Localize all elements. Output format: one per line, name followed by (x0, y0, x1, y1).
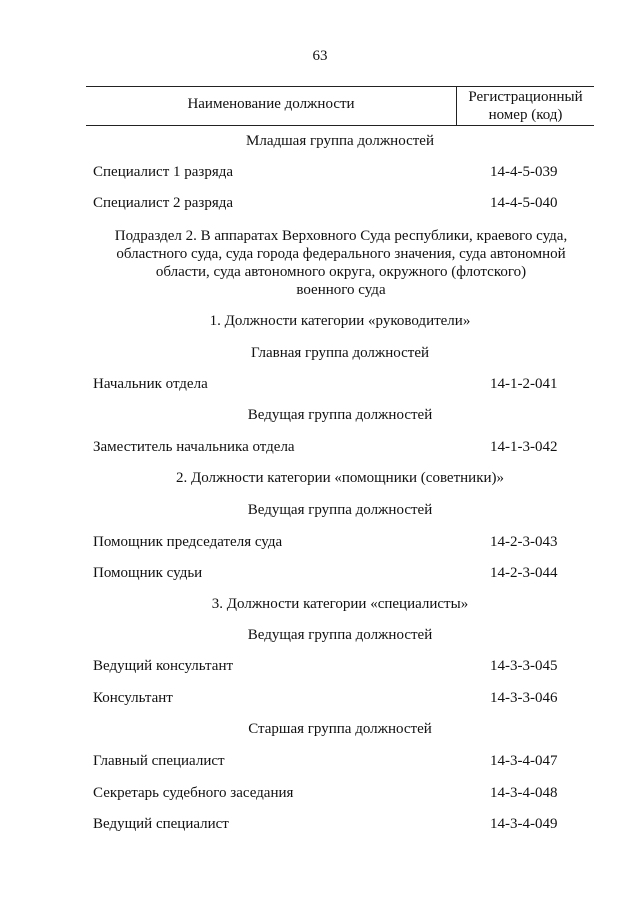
page-number: 63 (312, 48, 328, 64)
subsection-line-1: Подраздел 2. В аппаратах Верховного Суда республики, краевого суда, (114, 228, 568, 244)
header-code-line-2: номер (код) (488, 107, 563, 123)
position-name: Помощник судьи (93, 565, 203, 581)
category-heading-assistants: 2. Должности категории «помощники (советники)» (175, 470, 505, 486)
subsection-line-3: области, суда автономного округа, окружного (флотского) (155, 264, 527, 280)
group-heading-senior: Старшая группа должностей (248, 721, 432, 737)
position-name: Специалист 2 разряда (93, 195, 234, 211)
group-heading-leading: Ведущая группа должностей (247, 407, 433, 423)
position-name: Заместитель начальника отдела (93, 439, 295, 455)
header-position-name: Наименование должности (187, 96, 355, 112)
position-code: 14-3-4-048 (490, 785, 558, 801)
position-name: Ведущий специалист (93, 816, 229, 832)
group-heading-leading: Ведущая группа должностей (247, 502, 433, 518)
position-name: Консультант (93, 690, 173, 706)
category-heading-managers: 1. Должности категории «руководители» (209, 313, 471, 329)
position-code: 14-1-3-042 (490, 439, 558, 455)
position-code: 14-3-4-047 (490, 753, 558, 769)
group-heading-leading: Ведущая группа должностей (247, 627, 433, 643)
position-name: Начальник отдела (93, 376, 208, 392)
position-name: Специалист 1 разряда (93, 164, 234, 180)
position-code: 14-2-3-043 (490, 534, 558, 550)
position-code: 14-4-5-040 (490, 195, 558, 211)
position-code: 14-4-5-039 (490, 164, 558, 180)
group-heading-junior: Младшая группа должностей (246, 133, 434, 149)
subsection-heading (90, 227, 592, 299)
position-code: 14-1-2-041 (490, 376, 558, 392)
subsection-line-4: военного суда (296, 282, 386, 298)
position-name: Ведущий консультант (93, 658, 234, 674)
position-code: 14-3-4-049 (490, 816, 558, 832)
subsection-line-2: областного суда, суда города федерального значения, суда автономной (116, 246, 566, 262)
position-name: Помощник председателя суда (93, 534, 283, 550)
position-code: 14-3-3-046 (490, 690, 558, 706)
header-code-line-1: Регистрационный (468, 89, 583, 105)
category-heading-specialists: 3. Должности категории «специалисты» (211, 596, 469, 612)
position-code: 14-3-3-045 (490, 658, 558, 674)
position-name: Главный специалист (93, 753, 225, 769)
position-name: Секретарь судебного заседания (93, 785, 294, 801)
group-heading-chief: Главная группа должностей (250, 345, 430, 361)
position-code: 14-2-3-044 (490, 565, 558, 581)
